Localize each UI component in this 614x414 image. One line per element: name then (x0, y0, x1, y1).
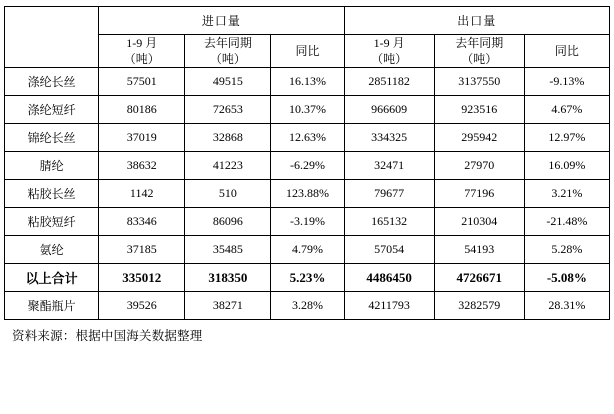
table-cell: 37185 (99, 236, 185, 264)
table-cell: 41223 (185, 152, 271, 180)
table-cell: 334325 (344, 124, 434, 152)
table-cell: 79677 (344, 180, 434, 208)
table-cell: 335012 (99, 264, 185, 292)
sub-header-export-period (344, 35, 434, 68)
row-label: 锦纶长丝 (5, 124, 99, 152)
sub-header-line2: （吨） (461, 52, 498, 67)
table-cell: 80186 (99, 96, 185, 124)
row-label: 以上合计 (5, 264, 99, 292)
sub-header-import-period (99, 35, 185, 68)
source-note: 资料来源：根据中国海关数据整理 (12, 329, 203, 344)
table-cell: 49515 (185, 68, 271, 96)
table-cell: 165132 (344, 208, 434, 236)
sub-header-line1: 1-9 月 (126, 36, 158, 50)
table-cell: 1142 (99, 180, 185, 208)
table-cell: 86096 (185, 208, 271, 236)
table-row (5, 68, 610, 96)
table-cell: 318350 (185, 264, 271, 292)
table-cell: 5.23% (271, 264, 344, 292)
row-label: 粘胶长丝 (5, 180, 99, 208)
sub-header-line1: 同比 (295, 44, 320, 59)
sub-header-import-yoy (271, 35, 344, 68)
trade-volume-table (4, 6, 610, 320)
group-header-export: 出口量 (344, 7, 609, 35)
table-body (5, 68, 610, 320)
sub-header-export-yoy (524, 35, 609, 68)
table-cell: 57501 (99, 68, 185, 96)
table-cell: 4726671 (434, 264, 524, 292)
table-cell: 77196 (434, 180, 524, 208)
row-label: 氨纶 (5, 236, 99, 264)
table-cell: -3.19% (271, 208, 344, 236)
table-cell: 2851182 (344, 68, 434, 96)
table-row (5, 208, 610, 236)
table-cell: 4486450 (344, 264, 434, 292)
table-cell: 12.63% (271, 124, 344, 152)
sub-header-line1: 1-9 月 (373, 36, 405, 50)
table-cell: 3.21% (524, 180, 609, 208)
table-cell: 510 (185, 180, 271, 208)
table-row (5, 96, 610, 124)
sub-header-import-lastyear (185, 35, 271, 68)
row-label: 涤纶短纤 (5, 96, 99, 124)
table-row (5, 152, 610, 180)
table-cell: 37019 (99, 124, 185, 152)
table-cell: 72653 (185, 96, 271, 124)
table-cell: 32471 (344, 152, 434, 180)
table-cell: 83346 (99, 208, 185, 236)
row-label: 涤纶长丝 (5, 68, 99, 96)
table-cell: 38271 (185, 292, 271, 320)
table-row (5, 236, 610, 264)
table-cell: 57054 (344, 236, 434, 264)
sub-header-line1: 去年同期 (203, 36, 252, 50)
sub-header-line2: （吨） (371, 52, 408, 67)
table-cell: 38632 (99, 152, 185, 180)
group-header-import: 进口量 (99, 7, 344, 35)
table-cell: 966609 (344, 96, 434, 124)
table-cell: 5.28% (524, 236, 609, 264)
row-label: 聚酯瓶片 (5, 292, 99, 320)
table-cell: 3282579 (434, 292, 524, 320)
table-cell: 923516 (434, 96, 524, 124)
sub-header-line1: 去年同期 (455, 36, 504, 50)
table-head (5, 7, 610, 68)
table-row (5, 292, 610, 320)
table-cell: -5.08% (524, 264, 609, 292)
sub-header-export-lastyear (434, 35, 524, 68)
table-cell: 210304 (434, 208, 524, 236)
table-cell: 4211793 (344, 292, 434, 320)
sub-header-line2: （吨） (123, 52, 160, 67)
table-cell: -21.48% (524, 208, 609, 236)
table-cell: 35485 (185, 236, 271, 264)
table-row (5, 124, 610, 152)
table-cell: 28.31% (524, 292, 609, 320)
table-cell: 27970 (434, 152, 524, 180)
table-row (5, 180, 610, 208)
table-cell: -9.13% (524, 68, 609, 96)
table-cell: 4.67% (524, 96, 609, 124)
row-label: 腈纶 (5, 152, 99, 180)
table-cell: 32868 (185, 124, 271, 152)
table-cell: 3137550 (434, 68, 524, 96)
row-label: 粘胶短纤 (5, 208, 99, 236)
table-cell: 12.97% (524, 124, 609, 152)
sub-header-line1: 同比 (554, 44, 579, 59)
table-cell: -6.29% (271, 152, 344, 180)
sub-header-line2: （吨） (209, 52, 246, 67)
table-cell: 54193 (434, 236, 524, 264)
table-cell: 4.79% (271, 236, 344, 264)
corner-cell (5, 7, 99, 68)
table-cell: 295942 (434, 124, 524, 152)
table-cell: 39526 (99, 292, 185, 320)
table-cell: 10.37% (271, 96, 344, 124)
table-row (5, 264, 610, 292)
table-cell: 3.28% (271, 292, 344, 320)
table-cell: 16.13% (271, 68, 344, 96)
table-cell: 123.88% (271, 180, 344, 208)
table-group-header-row (5, 7, 610, 35)
table-cell: 16.09% (524, 152, 609, 180)
